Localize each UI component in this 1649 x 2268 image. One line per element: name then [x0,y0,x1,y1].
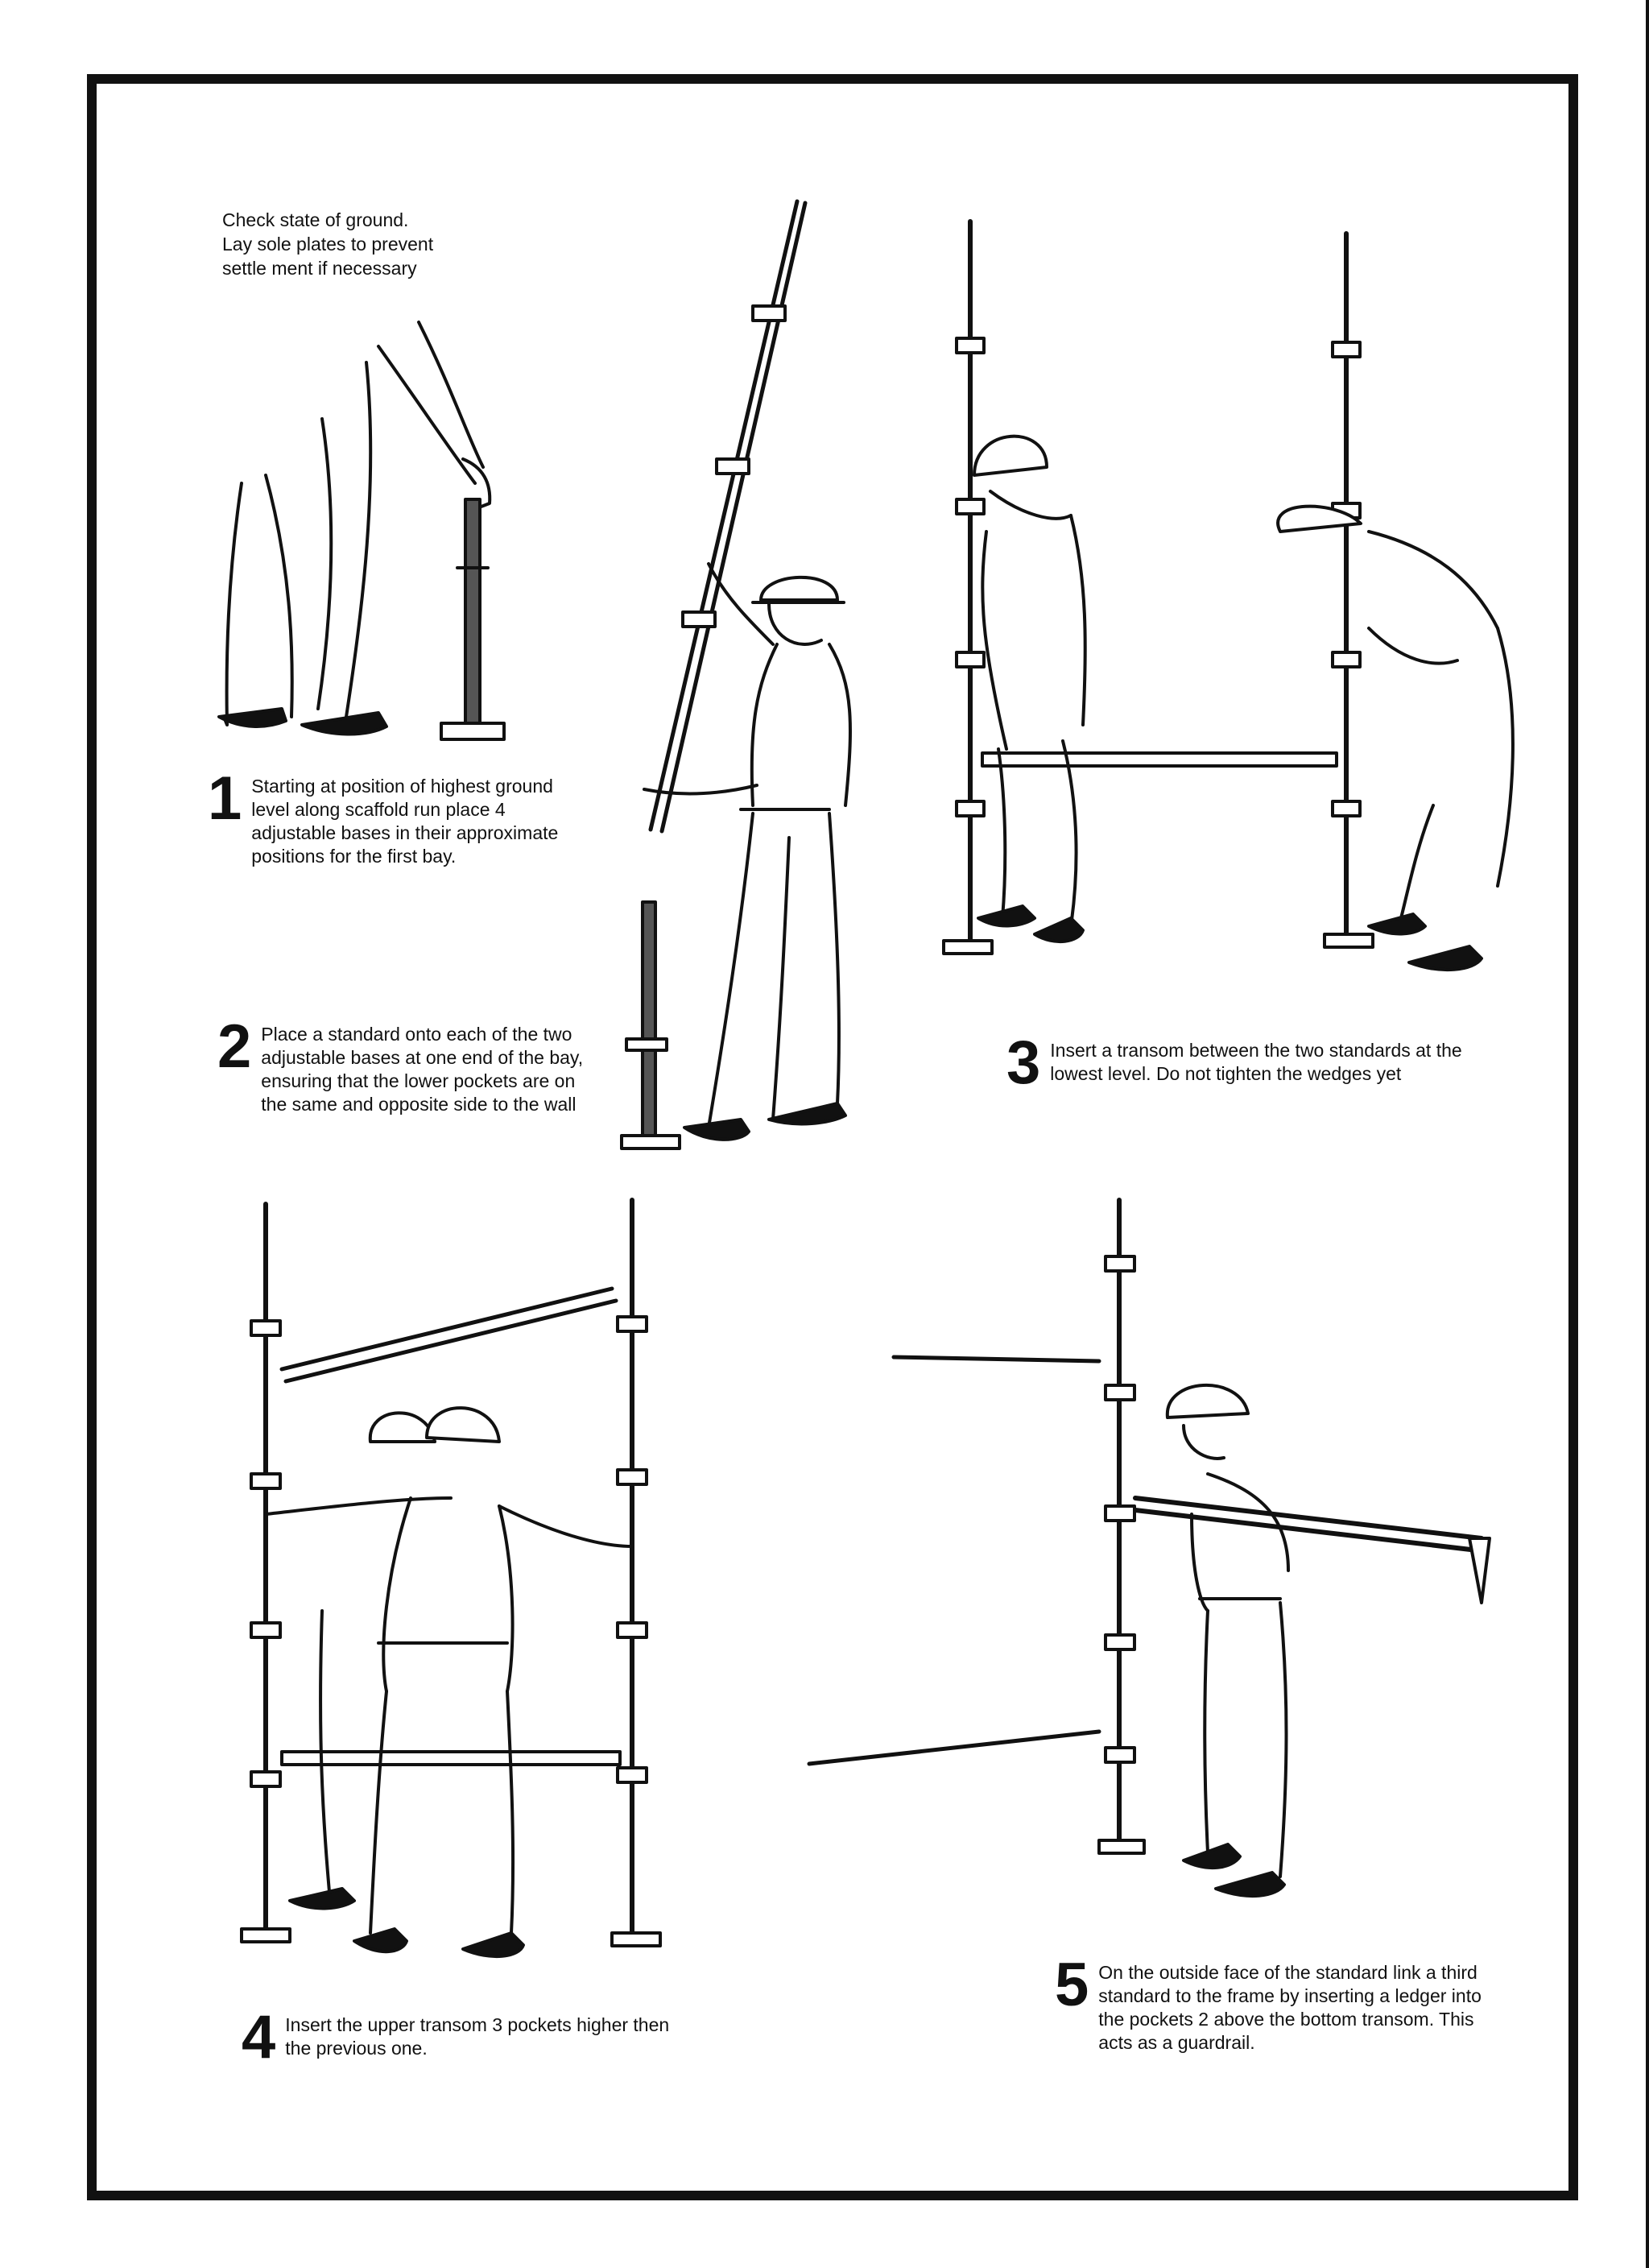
step-number: 5 [1055,1951,1089,2019]
step-5 [1055,1951,1506,2055]
step-4 [242,2003,692,2071]
illustration-4 [242,1200,660,1956]
step-number: 4 [242,2003,276,2071]
step-1 [208,764,594,868]
intro-note [222,208,528,280]
intro-line: Check state of ground. [222,209,409,230]
step-3 [1006,1028,1514,1097]
step-number: 2 [217,1012,252,1081]
step-text: Starting at position of highest ground level along scaffold run place 4 adjustable bases in their approximate positions for the first bay. [251,776,559,867]
step-text: On the outside face of the standard link a third standard to the frame by inserting a ledger into the pockets 2 above the bottom transom. This acts as a guardrail. [1098,1962,1482,2053]
intro-line: settle ment if necessary [222,258,417,279]
illustration-1 [219,322,504,739]
step-text: Place a standard onto each of the two adjustable bases at one end of the bay, ensuring that the lower pockets are on the same and opposite side to the wall [261,1024,584,1115]
illustration-3 [944,221,1513,970]
step-number: 3 [1006,1028,1041,1097]
step-text: Insert the upper transom 3 pockets higher then the previous one. [285,2014,670,2059]
illustration-2 [622,201,850,1148]
intro-line: Lay sole plates to prevent [222,234,434,255]
step-2 [217,1012,596,1116]
step-text: Insert a transom between the two standards at the lowest level. Do not tighten the wedges yet [1050,1040,1462,1084]
illustration-5 [809,1200,1490,1896]
step-number: 1 [208,764,242,833]
